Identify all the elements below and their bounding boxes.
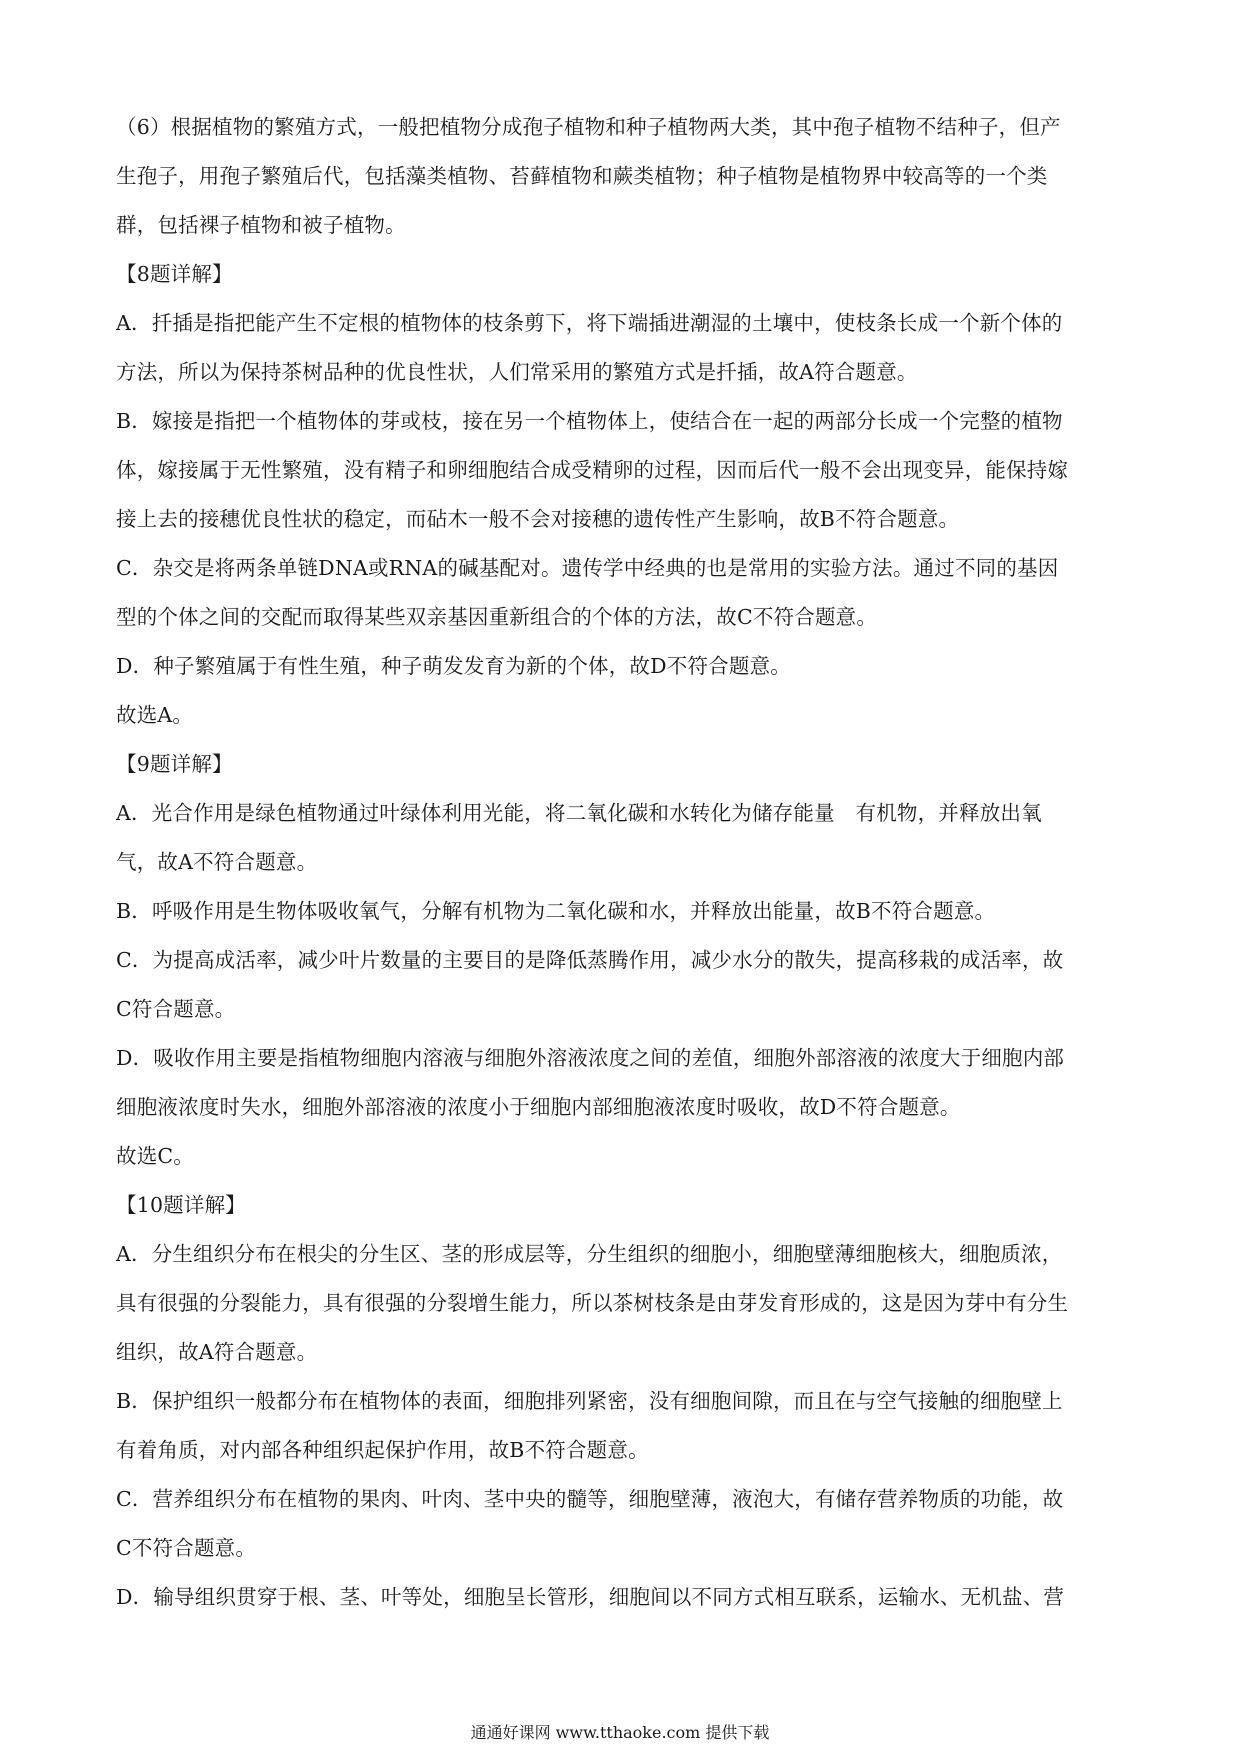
text-line: 生孢子，用孢子繁殖后代，包括藻类植物、苔藓植物和蕨类植物；种子植物是植物界中较高等的一个类	[116, 164, 1048, 188]
document-body	[116, 103, 1136, 1622]
text-line: 故选A。	[116, 703, 194, 727]
text-line: D．输导组织贯穿于根、茎、叶等处，细胞呈长管形，细胞间以不同方式相互联系，运输水、无机盐、营	[116, 1585, 1065, 1609]
text-line: 有着角质，对内部各种组织起保护作用，故B不符合题意。	[116, 1438, 649, 1462]
text-line: 细胞液浓度时失水，细胞外部溶液的浓度小于细胞内部细胞液浓度时吸收，故D不符合题意。	[116, 1095, 961, 1119]
text-line: D．吸收作用主要是指植物细胞内溶液与细胞外溶液浓度之间的差值，细胞外部溶液的浓度大于细胞内部	[116, 1046, 1065, 1070]
text-line: C符合题意。	[116, 997, 236, 1021]
text-line: A．扦插是指把能产生不定根的植物体的枝条剪下，将下端插进潮湿的土壤中，使枝条长成一个新个体的	[116, 311, 1063, 335]
text-line: 故选C。	[116, 1144, 194, 1168]
text-line: 气，故A不符合题意。	[116, 850, 318, 874]
text-line: B．保护组织一般都分布在植物体的表面，细胞排列紧密，没有细胞间隙，而且在与空气接触的细胞壁上	[116, 1389, 1063, 1413]
text-line: （6）根据植物的繁殖方式，一般把植物分成孢子植物和种子植物两大类，其中孢子植物不结种子，但产	[116, 115, 1061, 139]
text-line: B．呼吸作用是生物体吸收氧气，分解有机物为二氧化碳和水，并释放出能量，故B不符合题意。	[116, 899, 996, 923]
text-line: C．营养组织分布在植物的果肉、叶肉、茎中央的髓等，细胞壁薄，液泡大，有储存营养物质的功能，故	[116, 1487, 1064, 1511]
page-footer: 通通好课网 www.tthaoke.com 提供下载	[470, 1723, 770, 1742]
text-line: 群，包括裸子植物和被子植物。	[116, 213, 406, 237]
text-line: C．杂交是将两条单链DNA或RNA的碱基配对。遗传学中经典的也是常用的实验方法。通过不同的基因	[116, 556, 1059, 580]
text-line: C不符合题意。	[116, 1536, 257, 1560]
text-line: B．嫁接是指把一个植物体的芽或枝，接在另一个植物体上，使结合在一起的两部分长成一个完整的植物	[116, 409, 1063, 433]
text-line: 组织，故A符合题意。	[116, 1340, 318, 1364]
text-line: 体，嫁接属于无性繁殖，没有精子和卵细胞结合成受精卵的过程，因而后代一般不会出现变异，能保持嫁	[116, 458, 1069, 482]
text-line: 【8题详解】	[116, 262, 233, 286]
text-line: 方法，所以为保持茶树品种的优良性状，人们常采用的繁殖方式是扦插，故A符合题意。	[116, 360, 918, 384]
text-line: 具有很强的分裂能力，具有很强的分裂增生能力，所以茶树枝条是由芽发育形成的，这是因为芽中有分生	[116, 1291, 1069, 1315]
text-line: 型的个体之间的交配而取得某些双亲基因重新组合的个体的方法，故C不符合题意。	[116, 605, 878, 629]
text-line: 【10题详解】	[116, 1193, 246, 1217]
text-line: 【9题详解】	[116, 752, 233, 776]
text-line: C．为提高成活率，减少叶片数量的主要目的是降低蒸腾作用，减少水分的散失，提高移栽的成活率，故	[116, 948, 1064, 972]
text-line: A．分生组织分布在根尖的分生区、茎的形成层等，分生组织的细胞小，细胞壁薄细胞核大，细胞质浓，	[116, 1242, 1063, 1266]
text-line: A．光合作用是绿色植物通过叶绿体利用光能，将二氧化碳和水转化为储存能量 有机物，并释放出氧	[116, 801, 1042, 825]
text-line: D．种子繁殖属于有性生殖，种子萌发发育为新的个体，故D不符合题意。	[116, 654, 791, 678]
text-line: 接上去的接穗优良性状的稳定，而砧木一般不会对接穗的遗传性产生影响，故B不符合题意。	[116, 507, 960, 531]
